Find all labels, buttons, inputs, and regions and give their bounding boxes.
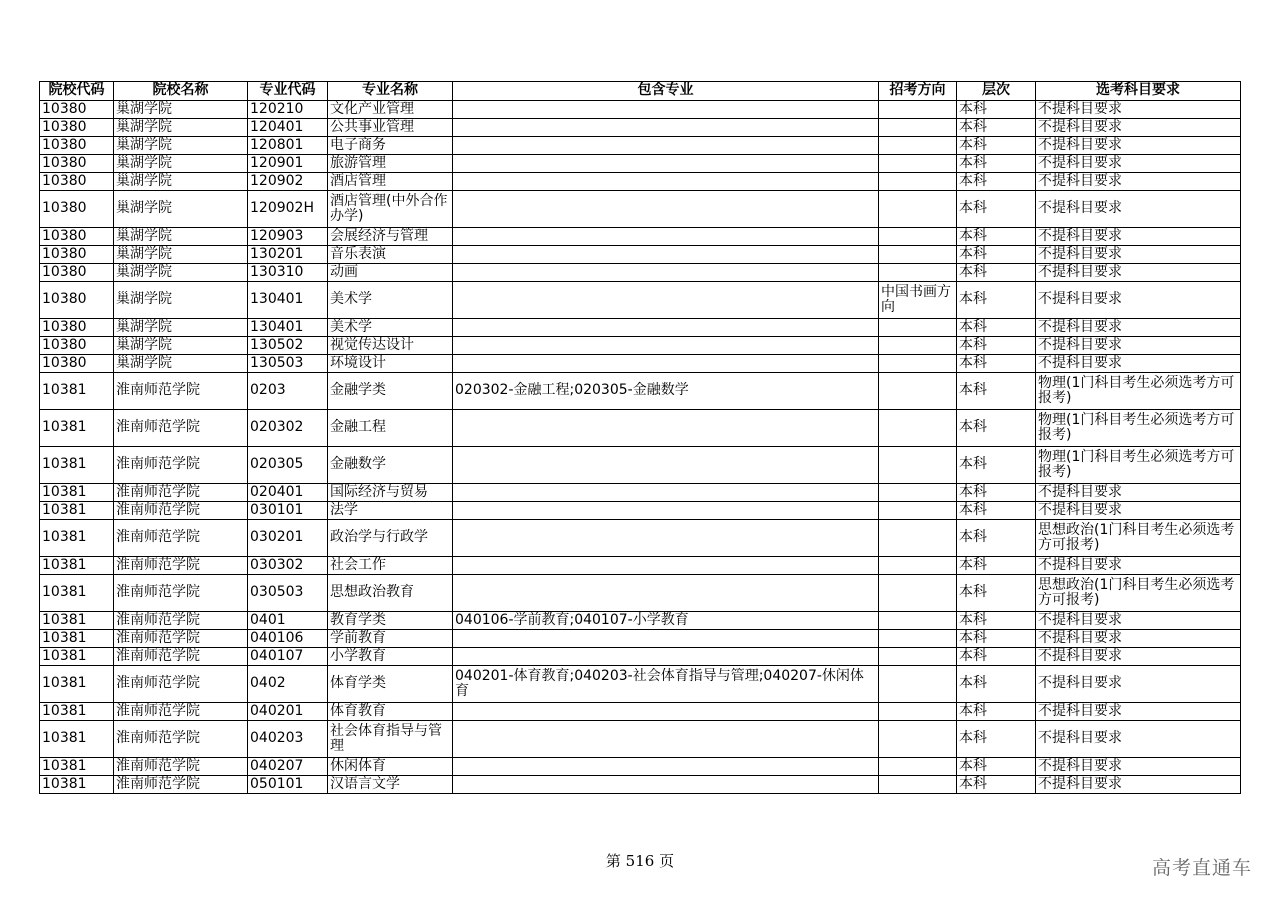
major-name-cell: 教育学类 (328, 612, 453, 630)
major-name-cell: 视觉传达设计 (328, 337, 453, 355)
school-name-cell: 淮南师范学院 (114, 721, 248, 758)
direction-cell (879, 319, 957, 337)
subject-requirement-cell: 不提科目要求 (1036, 337, 1241, 355)
subject-requirement-cell: 不提科目要求 (1036, 191, 1241, 228)
level-cell: 本科 (957, 191, 1036, 228)
major-name-cell: 会展经济与管理 (328, 228, 453, 246)
school-code-cell: 10380 (40, 228, 114, 246)
major-code-cell: 120902H (248, 191, 328, 228)
table-row (40, 410, 1241, 447)
included-majors-cell (453, 191, 879, 228)
subject-requirement-cell: 不提科目要求 (1036, 776, 1241, 794)
direction-cell (879, 575, 957, 612)
major-code-cell: 040207 (248, 758, 328, 776)
major-name-cell: 电子商务 (328, 137, 453, 155)
major-name-cell: 小学教育 (328, 648, 453, 666)
included-majors-cell: 040106-学前教育;040107-小学教育 (453, 612, 879, 630)
school-code-cell: 10381 (40, 612, 114, 630)
level-cell: 本科 (957, 575, 1036, 612)
table-row (40, 557, 1241, 575)
level-cell: 本科 (957, 630, 1036, 648)
table-row (40, 319, 1241, 337)
subject-requirement-cell: 不提科目要求 (1036, 666, 1241, 703)
major-name-cell: 学前教育 (328, 630, 453, 648)
school-code-cell: 10381 (40, 666, 114, 703)
direction-cell (879, 648, 957, 666)
table-row (40, 101, 1241, 119)
level-cell: 本科 (957, 703, 1036, 721)
table-row (40, 191, 1241, 228)
major-name-cell: 社会体育指导与管理 (328, 721, 453, 758)
school-code-cell: 10380 (40, 319, 114, 337)
included-majors-cell (453, 319, 879, 337)
table-row (40, 155, 1241, 173)
level-cell: 本科 (957, 373, 1036, 410)
direction-cell (879, 101, 957, 119)
school-code-cell: 10380 (40, 264, 114, 282)
included-majors-cell (453, 447, 879, 484)
major-name-cell: 政治学与行政学 (328, 520, 453, 557)
school-name-cell: 淮南师范学院 (114, 557, 248, 575)
included-majors-cell (453, 484, 879, 502)
major-name-cell: 酒店管理 (328, 173, 453, 191)
table-row (40, 776, 1241, 794)
table-row (40, 520, 1241, 557)
direction-cell (879, 557, 957, 575)
school-name-cell: 巢湖学院 (114, 137, 248, 155)
subject-requirement-cell: 不提科目要求 (1036, 155, 1241, 173)
school-name-cell: 巢湖学院 (114, 155, 248, 173)
school-name-cell: 巢湖学院 (114, 119, 248, 137)
major-code-cell: 030302 (248, 557, 328, 575)
level-cell: 本科 (957, 648, 1036, 666)
school-name-cell: 淮南师范学院 (114, 447, 248, 484)
school-code-cell: 10381 (40, 502, 114, 520)
major-name-cell: 金融数学 (328, 447, 453, 484)
school-name-cell: 巢湖学院 (114, 173, 248, 191)
direction-cell (879, 337, 957, 355)
included-majors-cell (453, 119, 879, 137)
header-major-code: 专业代码 (248, 82, 328, 101)
school-code-cell: 10380 (40, 191, 114, 228)
direction-cell (879, 137, 957, 155)
table-row (40, 228, 1241, 246)
major-name-cell: 美术学 (328, 319, 453, 337)
school-name-cell: 淮南师范学院 (114, 612, 248, 630)
included-majors-cell (453, 101, 879, 119)
school-name-cell: 巢湖学院 (114, 355, 248, 373)
admission-table (39, 81, 1241, 794)
subject-requirement-cell: 不提科目要求 (1036, 119, 1241, 137)
direction-cell (879, 758, 957, 776)
school-name-cell: 巢湖学院 (114, 337, 248, 355)
major-name-cell: 思想政治教育 (328, 575, 453, 612)
subject-requirement-cell: 思想政治(1门科目考生必须选考方可报考) (1036, 575, 1241, 612)
included-majors-cell (453, 776, 879, 794)
school-name-cell: 淮南师范学院 (114, 630, 248, 648)
subject-requirement-cell: 不提科目要求 (1036, 557, 1241, 575)
included-majors-cell (453, 228, 879, 246)
major-code-cell: 120210 (248, 101, 328, 119)
school-code-cell: 10380 (40, 101, 114, 119)
table-row (40, 173, 1241, 191)
school-code-cell: 10380 (40, 282, 114, 319)
direction-cell (879, 191, 957, 228)
school-name-cell: 巢湖学院 (114, 246, 248, 264)
subject-requirement-cell: 不提科目要求 (1036, 703, 1241, 721)
school-name-cell: 巢湖学院 (114, 228, 248, 246)
school-name-cell: 巢湖学院 (114, 101, 248, 119)
major-code-cell: 120902 (248, 173, 328, 191)
level-cell: 本科 (957, 119, 1036, 137)
school-code-cell: 10381 (40, 721, 114, 758)
major-code-cell: 050101 (248, 776, 328, 794)
subject-requirement-cell: 不提科目要求 (1036, 355, 1241, 373)
school-code-cell: 10381 (40, 410, 114, 447)
school-code-cell: 10381 (40, 758, 114, 776)
level-cell: 本科 (957, 666, 1036, 703)
header-included-majors: 包含专业 (453, 82, 879, 101)
major-code-cell: 020401 (248, 484, 328, 502)
major-code-cell: 0401 (248, 612, 328, 630)
school-name-cell: 淮南师范学院 (114, 520, 248, 557)
major-name-cell: 旅游管理 (328, 155, 453, 173)
direction-cell (879, 264, 957, 282)
level-cell: 本科 (957, 228, 1036, 246)
major-name-cell: 酒店管理(中外合作办学) (328, 191, 453, 228)
major-code-cell: 130401 (248, 319, 328, 337)
included-majors-cell (453, 173, 879, 191)
major-code-cell: 020302 (248, 410, 328, 447)
school-code-cell: 10381 (40, 703, 114, 721)
subject-requirement-cell: 不提科目要求 (1036, 282, 1241, 319)
table-row (40, 137, 1241, 155)
table-row (40, 758, 1241, 776)
school-name-cell: 淮南师范学院 (114, 758, 248, 776)
level-cell: 本科 (957, 319, 1036, 337)
subject-requirement-cell: 不提科目要求 (1036, 758, 1241, 776)
direction-cell (879, 776, 957, 794)
school-name-cell: 淮南师范学院 (114, 648, 248, 666)
header-major-name: 专业名称 (328, 82, 453, 101)
major-code-cell: 120901 (248, 155, 328, 173)
level-cell: 本科 (957, 484, 1036, 502)
school-name-cell: 淮南师范学院 (114, 410, 248, 447)
header-subject-requirement: 选考科目要求 (1036, 82, 1241, 101)
table-row (40, 502, 1241, 520)
major-code-cell: 130401 (248, 282, 328, 319)
direction-cell (879, 373, 957, 410)
subject-requirement-cell: 不提科目要求 (1036, 173, 1241, 191)
school-code-cell: 10381 (40, 630, 114, 648)
major-name-cell: 金融工程 (328, 410, 453, 447)
school-name-cell: 巢湖学院 (114, 191, 248, 228)
major-name-cell: 环境设计 (328, 355, 453, 373)
school-code-cell: 10380 (40, 246, 114, 264)
direction-cell (879, 612, 957, 630)
direction-cell (879, 484, 957, 502)
table-row (40, 282, 1241, 319)
school-name-cell: 淮南师范学院 (114, 373, 248, 410)
included-majors-cell (453, 630, 879, 648)
table-row (40, 447, 1241, 484)
subject-requirement-cell: 不提科目要求 (1036, 484, 1241, 502)
major-code-cell: 130310 (248, 264, 328, 282)
subject-requirement-cell: 不提科目要求 (1036, 502, 1241, 520)
major-name-cell: 美术学 (328, 282, 453, 319)
direction-cell (879, 502, 957, 520)
major-code-cell: 130201 (248, 246, 328, 264)
table-body (40, 101, 1241, 794)
included-majors-cell (453, 575, 879, 612)
page-number: 第 516 页 (605, 852, 675, 870)
major-name-cell: 休闲体育 (328, 758, 453, 776)
level-cell: 本科 (957, 155, 1036, 173)
major-code-cell: 030503 (248, 575, 328, 612)
table-row (40, 575, 1241, 612)
direction-cell (879, 520, 957, 557)
major-name-cell: 国际经济与贸易 (328, 484, 453, 502)
major-name-cell: 社会工作 (328, 557, 453, 575)
included-majors-cell (453, 648, 879, 666)
included-majors-cell (453, 703, 879, 721)
direction-cell (879, 355, 957, 373)
level-cell: 本科 (957, 355, 1036, 373)
major-code-cell: 040106 (248, 630, 328, 648)
included-majors-cell (453, 355, 879, 373)
header-school-code: 院校代码 (40, 82, 114, 101)
included-majors-cell: 040201-体育教育;040203-社会体育指导与管理;040207-休闲体育 (453, 666, 879, 703)
major-code-cell: 130503 (248, 355, 328, 373)
included-majors-cell (453, 282, 879, 319)
included-majors-cell (453, 155, 879, 173)
school-name-cell: 淮南师范学院 (114, 502, 248, 520)
table-row (40, 721, 1241, 758)
major-code-cell: 120801 (248, 137, 328, 155)
level-cell: 本科 (957, 337, 1036, 355)
table-row (40, 264, 1241, 282)
subject-requirement-cell: 物理(1门科目考生必须选考方可报考) (1036, 373, 1241, 410)
table-row (40, 246, 1241, 264)
school-code-cell: 10381 (40, 648, 114, 666)
subject-requirement-cell: 不提科目要求 (1036, 630, 1241, 648)
table-row (40, 337, 1241, 355)
included-majors-cell (453, 721, 879, 758)
major-code-cell: 040201 (248, 703, 328, 721)
included-majors-cell (453, 758, 879, 776)
major-code-cell: 130502 (248, 337, 328, 355)
major-code-cell: 0402 (248, 666, 328, 703)
level-cell: 本科 (957, 557, 1036, 575)
direction-cell (879, 447, 957, 484)
table-row (40, 373, 1241, 410)
school-name-cell: 淮南师范学院 (114, 776, 248, 794)
table-header-row (40, 82, 1241, 101)
school-code-cell: 10381 (40, 557, 114, 575)
table-row (40, 666, 1241, 703)
school-name-cell: 淮南师范学院 (114, 666, 248, 703)
direction-cell (879, 666, 957, 703)
school-code-cell: 10381 (40, 776, 114, 794)
header-direction: 招考方向 (879, 82, 957, 101)
subject-requirement-cell: 不提科目要求 (1036, 228, 1241, 246)
school-code-cell: 10381 (40, 520, 114, 557)
subject-requirement-cell: 不提科目要求 (1036, 721, 1241, 758)
subject-requirement-cell: 思想政治(1门科目考生必须选考方可报考) (1036, 520, 1241, 557)
level-cell: 本科 (957, 776, 1036, 794)
table-row (40, 355, 1241, 373)
major-name-cell: 文化产业管理 (328, 101, 453, 119)
direction-cell (879, 155, 957, 173)
school-code-cell: 10381 (40, 447, 114, 484)
school-code-cell: 10380 (40, 119, 114, 137)
included-majors-cell (453, 502, 879, 520)
table-row (40, 648, 1241, 666)
included-majors-cell (453, 337, 879, 355)
subject-requirement-cell: 不提科目要求 (1036, 612, 1241, 630)
major-code-cell: 040107 (248, 648, 328, 666)
level-cell: 本科 (957, 410, 1036, 447)
direction-cell (879, 173, 957, 191)
direction-cell (879, 721, 957, 758)
school-name-cell: 淮南师范学院 (114, 575, 248, 612)
school-name-cell: 巢湖学院 (114, 264, 248, 282)
level-cell: 本科 (957, 721, 1036, 758)
major-name-cell: 音乐表演 (328, 246, 453, 264)
included-majors-cell: 020302-金融工程;020305-金融数学 (453, 373, 879, 410)
school-name-cell: 巢湖学院 (114, 282, 248, 319)
table-row (40, 119, 1241, 137)
watermark: 高考直通车 (1151, 857, 1252, 879)
level-cell: 本科 (957, 246, 1036, 264)
school-code-cell: 10380 (40, 355, 114, 373)
level-cell: 本科 (957, 282, 1036, 319)
included-majors-cell (453, 520, 879, 557)
level-cell: 本科 (957, 101, 1036, 119)
major-name-cell: 动画 (328, 264, 453, 282)
included-majors-cell (453, 557, 879, 575)
major-code-cell: 030201 (248, 520, 328, 557)
school-name-cell: 淮南师范学院 (114, 703, 248, 721)
included-majors-cell (453, 246, 879, 264)
included-majors-cell (453, 264, 879, 282)
level-cell: 本科 (957, 447, 1036, 484)
table-row (40, 484, 1241, 502)
included-majors-cell (453, 410, 879, 447)
school-name-cell: 巢湖学院 (114, 319, 248, 337)
level-cell: 本科 (957, 502, 1036, 520)
subject-requirement-cell: 不提科目要求 (1036, 246, 1241, 264)
subject-requirement-cell: 不提科目要求 (1036, 264, 1241, 282)
major-code-cell: 120903 (248, 228, 328, 246)
school-code-cell: 10380 (40, 337, 114, 355)
school-code-cell: 10380 (40, 173, 114, 191)
direction-cell (879, 410, 957, 447)
school-code-cell: 10381 (40, 575, 114, 612)
direction-cell (879, 119, 957, 137)
subject-requirement-cell: 物理(1门科目考生必须选考方可报考) (1036, 447, 1241, 484)
major-code-cell: 040203 (248, 721, 328, 758)
school-code-cell: 10380 (40, 155, 114, 173)
major-code-cell: 120401 (248, 119, 328, 137)
level-cell: 本科 (957, 612, 1036, 630)
table-row (40, 612, 1241, 630)
major-name-cell: 体育教育 (328, 703, 453, 721)
level-cell: 本科 (957, 758, 1036, 776)
direction-cell (879, 228, 957, 246)
included-majors-cell (453, 137, 879, 155)
school-code-cell: 10380 (40, 137, 114, 155)
subject-requirement-cell: 不提科目要求 (1036, 137, 1241, 155)
level-cell: 本科 (957, 264, 1036, 282)
major-name-cell: 公共事业管理 (328, 119, 453, 137)
subject-requirement-cell: 不提科目要求 (1036, 101, 1241, 119)
major-name-cell: 汉语言文学 (328, 776, 453, 794)
major-code-cell: 030101 (248, 502, 328, 520)
direction-cell (879, 703, 957, 721)
major-name-cell: 法学 (328, 502, 453, 520)
header-level: 层次 (957, 82, 1036, 101)
school-code-cell: 10381 (40, 373, 114, 410)
school-name-cell: 淮南师范学院 (114, 484, 248, 502)
level-cell: 本科 (957, 137, 1036, 155)
school-code-cell: 10381 (40, 484, 114, 502)
table-row (40, 703, 1241, 721)
subject-requirement-cell: 不提科目要求 (1036, 319, 1241, 337)
direction-cell: 中国书画方向 (879, 282, 957, 319)
subject-requirement-cell: 物理(1门科目考生必须选考方可报考) (1036, 410, 1241, 447)
major-code-cell: 020305 (248, 447, 328, 484)
header-school-name: 院校名称 (114, 82, 248, 101)
subject-requirement-cell: 不提科目要求 (1036, 648, 1241, 666)
level-cell: 本科 (957, 173, 1036, 191)
level-cell: 本科 (957, 520, 1036, 557)
table-row (40, 630, 1241, 648)
major-name-cell: 金融学类 (328, 373, 453, 410)
major-code-cell: 0203 (248, 373, 328, 410)
direction-cell (879, 630, 957, 648)
major-name-cell: 体育学类 (328, 666, 453, 703)
direction-cell (879, 246, 957, 264)
